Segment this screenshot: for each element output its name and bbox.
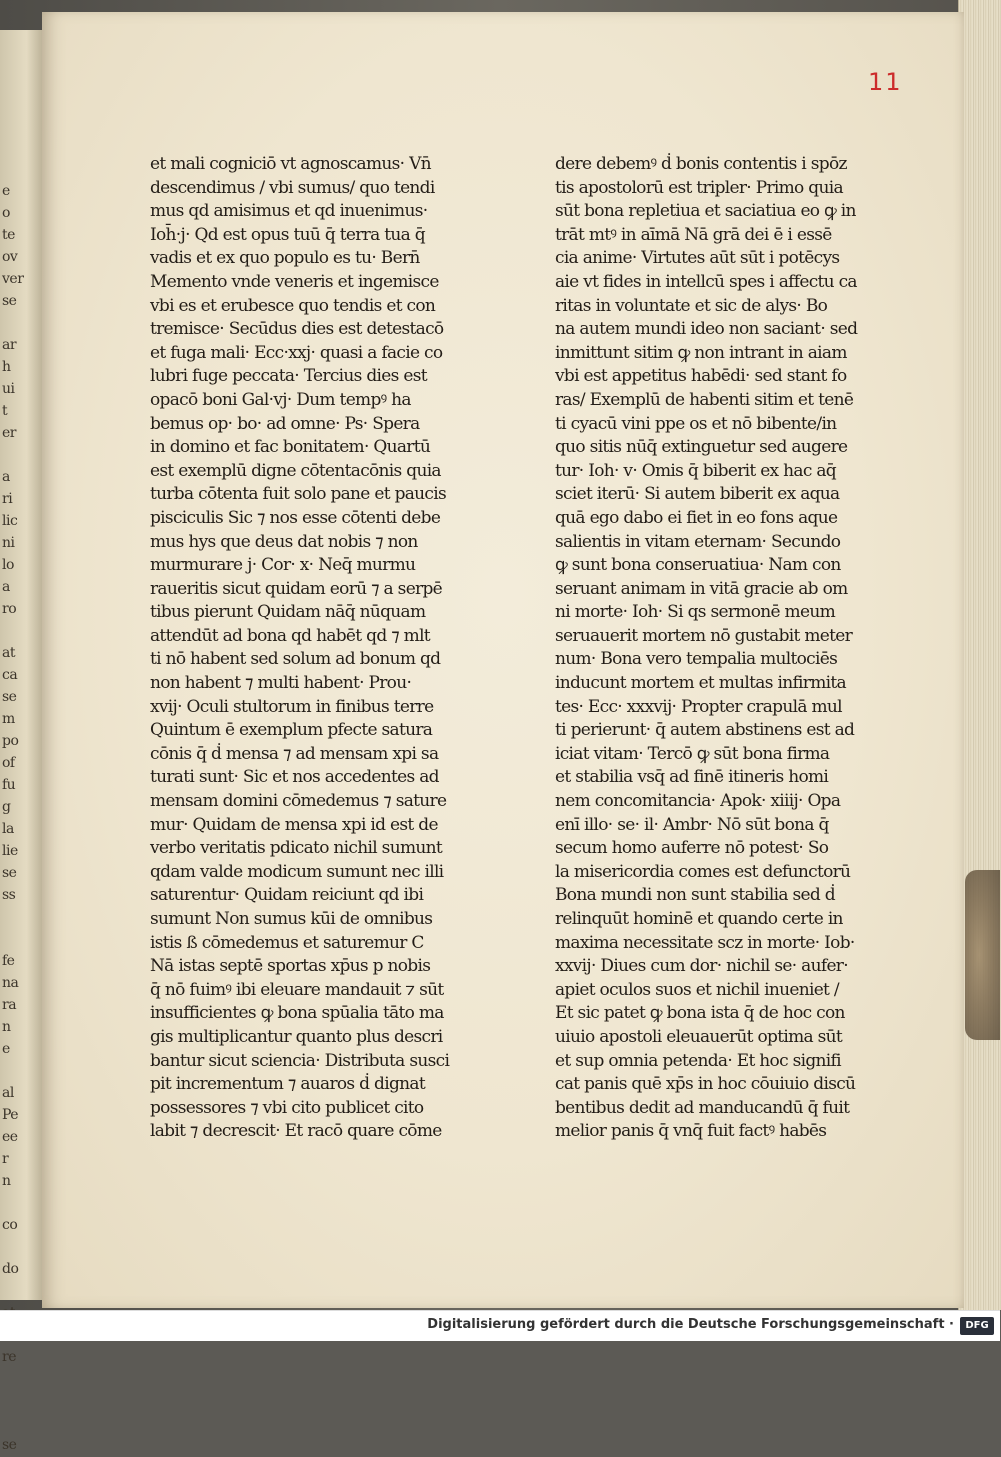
previous-page-fragment: se xyxy=(2,689,17,705)
left-column-line: pisciculis Sic ⁊ nos esse cōtenti debe xyxy=(150,507,441,528)
left-column-line: ti nō habent sed solum ad bonum qd xyxy=(150,649,441,670)
previous-page-fragment: ee xyxy=(2,1129,18,1145)
left-column-line: Quintum ē exemplum pfecte satura xyxy=(150,720,433,741)
previous-page-fragment: n xyxy=(2,1019,11,1035)
right-column-line: ti perierunt· q̄ autem abstinens est ad xyxy=(555,720,855,741)
previous-page-fragment: te xyxy=(2,227,15,243)
left-text-column xyxy=(150,153,472,1144)
left-column-line: attendūt ad bona qd habēt qd ⁊ mlt xyxy=(150,625,430,646)
book-page-edges xyxy=(958,0,1001,1310)
previous-page-fragment: fe xyxy=(2,953,15,969)
previous-page-fragment: ss xyxy=(2,887,16,903)
previous-page-fragment: ar xyxy=(2,337,17,353)
right-column-line: quā ego dabo ei fiet in eo fons aque xyxy=(555,507,838,528)
previous-page-fragment: se xyxy=(2,1437,17,1453)
right-column-line: trāt mtꝰ in aīmā Nā grā dei ē i essē xyxy=(555,224,832,245)
left-column-line: cōnis q̄ ḋ mensa ⁊ ad mensam xpi sa xyxy=(150,743,439,764)
left-column-line: raueritis sicut quidam eorū ⁊ a serpē xyxy=(150,578,443,599)
previous-page-fragment: na xyxy=(2,975,19,991)
left-column-line: in domino et fac bonitatem· Quartū xyxy=(150,437,431,458)
previous-page-fragment: o xyxy=(2,205,10,221)
left-column-line: Ioh̄·j· Qd est opus tuū q̄ terra tua q̄ xyxy=(150,224,425,245)
previous-page-fragment: ra xyxy=(2,997,17,1013)
dfg-logo: DFG xyxy=(960,1317,994,1335)
right-column-line: quo sitis nūq̄ extinguetur sed augere xyxy=(555,437,848,458)
right-column-line: et sup omnia petenda· Et hoc signifi xyxy=(555,1050,841,1071)
right-column-line: inmittunt sitim ꝙ non intrant in aiam xyxy=(555,342,847,363)
right-column-line: apiet oculos suos et nichil inueniet / xyxy=(555,979,839,1000)
previous-page-fragment: m xyxy=(2,711,15,727)
previous-page-fragment: of xyxy=(2,755,15,771)
right-column-line: nem concomitancia· Apok· xiiij· Opa xyxy=(555,791,841,812)
right-column-line: salientis in vitam eternam· Secundo xyxy=(555,531,841,552)
left-column-line: qdam valde modicum sumunt nec illi xyxy=(150,861,444,882)
previous-page-fragment: h xyxy=(2,359,11,375)
right-column-line: cia anime· Virtutes aūt sūt i potēcys xyxy=(555,248,840,269)
right-column-line: sciet iterū· Si autem biberit ex aqua xyxy=(555,484,840,505)
right-column-line: Bona mundi non sunt stabilia sed ḋ xyxy=(555,885,835,906)
right-column-line: bentibus dedit ad manducandū q̄ fuit xyxy=(555,1097,850,1118)
right-column-line: et stabilia vsq̄ ad finē itineris homi xyxy=(555,767,829,788)
left-column-line: insufficientes ꝙ bona spūalia tāto ma xyxy=(150,1003,444,1024)
right-column-line: sūt bona repletiua et saciatiua eo ꝙ in xyxy=(555,201,856,222)
digitization-credit: Digitalisierung gefördert durch die Deutsche Forschungsgemeinschaft · xyxy=(427,1317,954,1332)
left-column-line: mur· Quidam de mensa xpi id est de xyxy=(150,814,438,835)
right-column-line: uiuio apostoli eleuauerūt optima sūt xyxy=(555,1026,843,1047)
previous-page-fragment: al xyxy=(2,1085,14,1101)
previous-page-fragment: re xyxy=(2,1349,16,1365)
previous-page-fragment: at xyxy=(2,645,15,661)
previous-page-fragment: t xyxy=(2,403,8,419)
right-column-line: melior panis q̄ vnq̄ fuit factꝰ habēs xyxy=(555,1121,827,1142)
right-column-line: maxima necessitate scz in morte· Iob· xyxy=(555,932,855,953)
left-column-line: sumunt Non sumus kūi de omnibus xyxy=(150,909,433,929)
left-column-line: opacō boni Gal·vj· Dum tempꝰ ha xyxy=(150,389,411,410)
previous-page-fragment: ri xyxy=(2,491,13,507)
left-column-line: mus hys que deus dat nobis ⁊ non xyxy=(150,531,418,552)
left-column-line: Memento vnde veneris et ingemisce xyxy=(150,271,439,292)
previous-page-fragment: se xyxy=(2,865,17,881)
left-column-line: verbo veritatis pdicato nichil sumunt xyxy=(150,838,442,859)
left-column-line: istis ß cōmedemus et saturemur C xyxy=(150,932,424,953)
footer-bar xyxy=(0,1310,1000,1341)
right-column-line: tur· Ioh· v· Omis q̄ biberit ex hac aq̄ xyxy=(555,460,836,481)
left-column-line: Nā istas septē sportas xp̄us p nobis xyxy=(150,956,431,977)
left-column-line: bemus op· bo· ad omne· Ps· Spera xyxy=(150,413,420,434)
left-column-line: turati sunt· Sic et nos accedentes ad xyxy=(150,767,439,788)
right-column-line: ras/ Exemplū de habenti sitim et tenē xyxy=(555,389,854,410)
right-column-line: la misericordia comes est defunctorū xyxy=(555,861,851,882)
left-column-line: et fuga mali· Ecc·xxj· quasi a facie co xyxy=(150,342,443,363)
previous-page-fragment: n xyxy=(2,1173,11,1189)
left-column-line: tibus pierunt Quidam nāq̄ nūquam xyxy=(150,602,426,623)
previous-page-fragment: r xyxy=(2,1151,9,1167)
previous-page-fragment: e xyxy=(2,183,10,199)
previous-page-fragment: er xyxy=(2,425,16,441)
left-column-line: q̄ nō fuimꝰ ibi eleuare mandauit ⁊ sūt xyxy=(150,979,444,1000)
left-column-line: saturentur· Quidam reiciunt qd ibi xyxy=(150,885,424,906)
left-column-line: mus qd amisimus et qd inuenimus· xyxy=(150,201,428,222)
previous-page-fragment: ni xyxy=(2,535,15,551)
left-column-line: gis multiplicantur quanto plus descri xyxy=(150,1026,443,1047)
previous-page-fragment: Pe xyxy=(2,1107,19,1123)
right-column-line: ritas in voluntate et sic de alys· Bo xyxy=(555,295,828,316)
right-column-line: seruant animam in vitā gracie ab om xyxy=(555,578,848,599)
folio-number: 11 xyxy=(868,68,903,96)
left-column-line: est exemplū digne cōtentacōnis quia xyxy=(150,460,441,481)
previous-page-fragment: ov xyxy=(2,249,18,265)
left-column-line: bantur sicut sciencia· Distributa susci xyxy=(150,1050,450,1071)
previous-page-fragment: g xyxy=(2,799,11,815)
left-column-line: non habent ⁊ multi habent· Prou· xyxy=(150,673,412,694)
left-column-line: vadis et ex quo populo es tu· Bern̄ xyxy=(150,248,420,269)
right-column-line: vbi est appetitus habēdi· sed stant fo xyxy=(555,366,847,387)
previous-page-fragment: do xyxy=(2,1261,19,1277)
right-text-column xyxy=(555,153,881,1144)
right-column-line: secum homo auferre nō potest· So xyxy=(555,838,829,859)
right-column-line: Et sic patet ꝙ bona ista q̄ de hoc con xyxy=(555,1003,845,1024)
left-column-line: turba cōtenta fuit solo pane et paucis xyxy=(150,484,447,505)
right-column-line: tis apostolorū est tripler· Primo quia xyxy=(555,177,843,198)
left-column-line: vbi es et erubesce quo tendis et con xyxy=(150,295,436,316)
right-column-line: enī illo· se· il· Ambr· Nō sūt bona q̄ xyxy=(555,814,829,835)
left-column-line: lubri fuge peccata· Tercius dies est xyxy=(150,366,427,387)
binding-clasp xyxy=(965,870,1000,1040)
left-column-line: possessores ⁊ vbi cito publicet cito xyxy=(150,1097,424,1118)
right-column-line: cat panis quē xp̄s in hoc cōuiuio discū xyxy=(555,1074,856,1095)
previous-page-fragment: se xyxy=(2,293,17,309)
left-column-line: et mali cogniciō vt agnoscamus· Vn̄ xyxy=(150,154,431,174)
right-column-line: ti cyacū vini ppe os et nō bibente/in xyxy=(555,413,837,434)
previous-page-fragment: co xyxy=(2,1217,18,1233)
left-column-line: labit ⁊ decrescit· Et racō quare cōme xyxy=(150,1121,442,1142)
right-column-line: ni morte· Ioh· Si qs sermonē meum xyxy=(555,602,836,623)
previous-page-fragment: ro xyxy=(2,601,17,617)
previous-page-fragment: lie xyxy=(2,843,18,859)
previous-page-edge xyxy=(0,30,46,1453)
right-column-line: tes· Ecc· xxxvij· Propter crapulā mul xyxy=(555,696,842,717)
previous-page-fragment: fu xyxy=(2,777,16,793)
right-column-line: na autem mundi ideo non saciant· sed xyxy=(555,319,858,340)
right-column-line: num· Bona vero tempalia multociēs xyxy=(555,649,838,670)
right-column-line: aie vt fides in intellcū spes i affectu ca xyxy=(555,271,857,292)
previous-page-fragment: e xyxy=(2,1041,10,1057)
left-column-line: pit incrementum ⁊ auaros ḋ dignat xyxy=(150,1074,425,1095)
previous-page-fragment: ca xyxy=(2,667,18,683)
previous-page-fragment: ui xyxy=(2,381,15,397)
previous-page-fragment: a xyxy=(2,469,10,485)
previous-page-fragment: a xyxy=(2,579,10,595)
right-column-line: seruauerit mortem nō gustabit meter xyxy=(555,625,853,646)
left-column-line: murmurare j· Cor· x· Neq̄ murmu xyxy=(150,555,416,576)
right-column-line: iciat vitam· Tercō ꝙ sūt bona firma xyxy=(555,743,830,764)
right-column-line: xxvij· Diues cum dor· nichil se· aufer· xyxy=(555,956,848,977)
left-column-line: mensam domini cōmedemus ⁊ sature xyxy=(150,791,447,812)
left-column-line: xvij· Oculi stultorum in finibus terre xyxy=(150,696,434,717)
left-column-line: descendimus / vbi sumus/ quo tendi xyxy=(150,177,435,198)
previous-page-fragment: la xyxy=(2,821,14,837)
previous-page-fragment: lo xyxy=(2,557,14,573)
right-column-line: relinquūt hominē et quando certe in xyxy=(555,909,843,929)
previous-page-fragment: lic xyxy=(2,513,18,529)
previous-page-fragment: po xyxy=(2,733,19,749)
right-column-line: inducunt mortem et multas infirmita xyxy=(555,673,846,694)
previous-page-fragment: ver xyxy=(2,271,24,287)
right-column-line: dere debemꝰ ḋ bonis contentis i spōz xyxy=(555,154,847,174)
right-column-line: ꝙ sunt bona conseruatiua· Nam con xyxy=(555,555,841,576)
left-column-line: tremisce· Secūdus dies est detestacō xyxy=(150,319,444,340)
